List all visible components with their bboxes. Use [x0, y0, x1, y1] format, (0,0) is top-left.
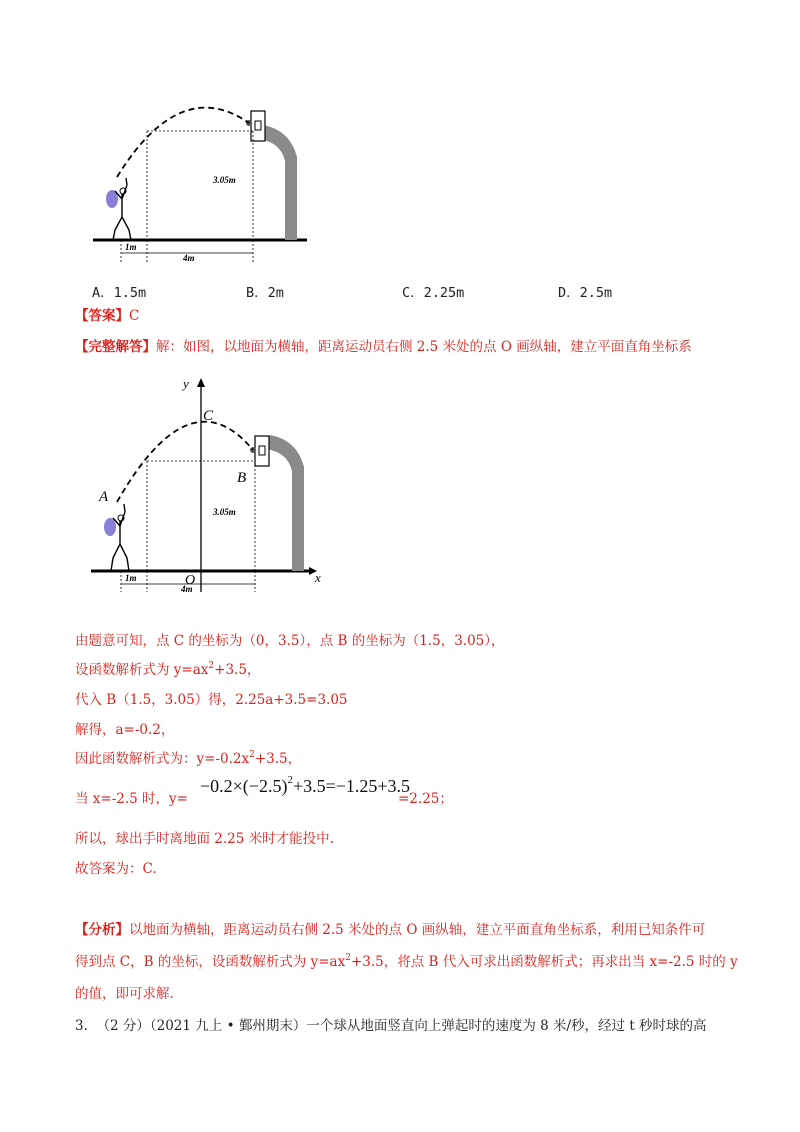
step-5: 因此函数解析式为：$y=-0.2x^2+3.5$， — [75, 750, 302, 767]
height-label: 3.05m — [213, 175, 236, 185]
answer-tag: 【答案】 — [75, 308, 129, 324]
origin-label: O — [185, 573, 196, 588]
question-3 — [75, 1016, 707, 1036]
coordinate-figure-2 — [85, 370, 335, 595]
choice-c: C．2.25m — [402, 285, 465, 301]
y-axis-label: y — [183, 376, 189, 391]
question-number: 3. — [75, 1018, 88, 1034]
question-source: （2021 九上 • 鄞州期末） — [149, 1018, 307, 1034]
distance-4m-label: 4m — [183, 253, 195, 263]
step-6-result: =2.25； — [398, 791, 453, 807]
solution-intro: 【完整解答】解：如图，以地面为横轴，距离运动员右侧 2.5 米处的点 O 画纵轴，建立平面直角坐标系 — [75, 339, 692, 355]
distance-1m-label: 1m — [125, 242, 137, 252]
analysis-line-2: 得到点 C，B 的坐标，设函数解析式为 $y=ax^2+3.5$，将点 B 代入可求出函数解析式；再求出当 x=-2.5 时的 y — [75, 953, 738, 970]
basketball-figure-1 — [85, 95, 325, 265]
step-7: 所以，球出手时离地面 2.25 米时才能投中. — [75, 831, 334, 847]
question-score: （2 分） — [96, 1018, 150, 1034]
solution-tag: 【完整解答】 — [75, 339, 156, 355]
step-2: 设函数解析式为 $y=ax^2+3.5$， — [75, 661, 261, 678]
step-3: 代入 B（1.5，3.05）得，2.25a+3.5=3.05 — [75, 692, 348, 708]
analysis-line-1: 【分析】以地面为横轴，距离运动员右侧 2.5 米处的点 O 画纵轴，建立平面直角坐标系，利用已知条件可 — [75, 922, 706, 938]
height-label-2: 3.05m — [213, 507, 236, 517]
point-a-label: A — [99, 489, 109, 505]
choice-d: D．2.5m — [558, 285, 613, 301]
step-6-formula: $-0.2\times(-2.5)^2+3.5=-1.25+3.5$ — [200, 774, 411, 796]
analysis-tag: 【分析】 — [75, 922, 129, 938]
distance-1m-label-2: 1m — [125, 573, 137, 583]
analysis-line-3: 的值，即可求解. — [75, 986, 174, 1002]
x-axis-label: x — [315, 570, 321, 585]
answer-value: C — [129, 308, 140, 324]
choice-b: B．2m — [246, 285, 284, 301]
choice-a: A．1.5m — [92, 285, 147, 301]
question-text: 一个球从地面竖直向上弹起时的速度为 8 米/秒，经过 t 秒时球的高 — [306, 1018, 707, 1034]
step-1: 由题意可知，点 C 的坐标为（0，3.5），点 B 的坐标为（1.5，3.05）， — [75, 633, 505, 649]
step-6-prefix: 当 x=-2.5 时，y= — [75, 791, 188, 807]
distance-4m-label-2: 4m — [181, 584, 193, 594]
point-b-label: B — [237, 470, 247, 486]
step-8: 故答案为：C. — [75, 861, 157, 877]
point-c-label: C — [203, 408, 214, 424]
answer-line — [75, 306, 139, 326]
step-4: 解得，a=-0.2， — [75, 722, 175, 738]
